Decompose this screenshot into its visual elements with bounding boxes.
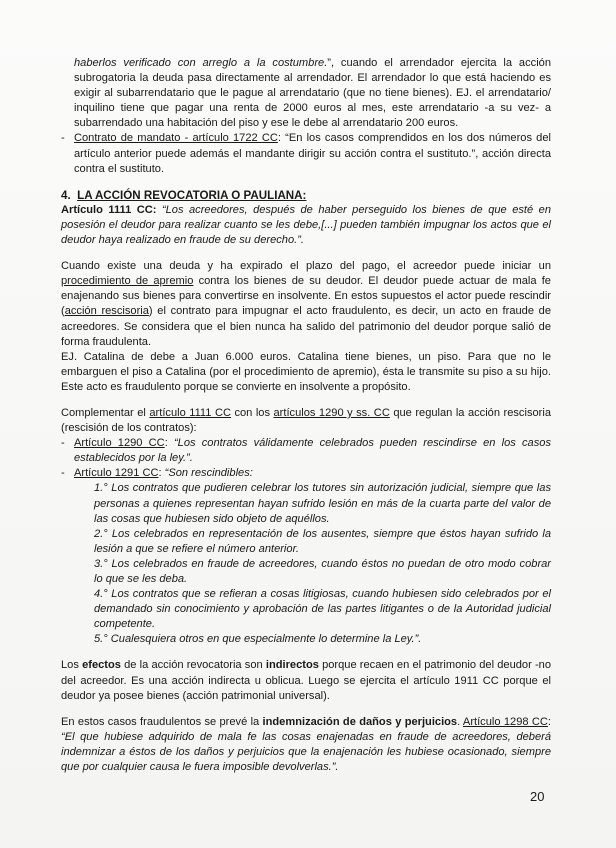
rescindible-item-1: 1.° Los contratos que pudieren celebrar los tutores sin autorización judicial, siempre que las personas a quienes representan hayan sufrido lesión en más de la cuarta parte del valor de las cosas que hubiesen sido objeto de aquéllos.: [94, 482, 551, 525]
mandato-reference: Contrato de mandato - artículo 1722 CC: [74, 132, 278, 145]
paragraph-example: EJ. Catalina de debe a Juan 6.000 euros. Catalina tiene bienes, un piso. Para que no le embarguen el piso a Catalina (por el procedimiento de apremio), ésta le transmite su piso a su hijo. Este acto es fraudulento porque se convierte en insolvente a propósito.: [61, 350, 551, 393]
rescindible-item-5: 5.° Cualesquiera otros en que especialmente lo determine la Ley.”.: [94, 633, 422, 646]
list-item-mandato: - Contrato de mandato - artículo 1722 CC: “En los casos comprendidos en los dos números del artículo anterior puede además el mandante dirigir su acción contra el sustituto.”, acción directa contra el sustituto.: [61, 132, 551, 175]
rescindible-item-4: 4.° Los contratos que se refieran a cosas litigiosas, cuando hubiesen sido celebrados por el demandado sin conocimiento y aprobación de las partes litigantes o de la Autoridad judicial competente.: [94, 588, 551, 631]
rescindible-item-3: 3.° Los celebrados en fraude de acreedores, cuando éstos no puedan de otro modo cobrar lo que se les deba.: [94, 557, 551, 585]
paragraph-efectos: Los efectos de la acción revocatoria son indirectos porque recaen en el patrimonio del deudor -no del acreedor. Es una acción indirecta u oblicua. Luego se ejercita el artículo 1911 CC porque el deudor ya posee bienes (acción patrimonial universal).: [61, 659, 551, 702]
paragraph-subrogatoria: haberlos verificado con arreglo a la costumbre.”, cuando el arrendador ejercita la acción subrogatoria la deuda pasa directamente al arrendador. El arrendador lo que está haciendo es exigir al subarrendatario que le pague al arrendatario (que no tiene bienes). EJ. el arrendatario/ inquilino tiene que pagar una renta de 2000 euros al mes, este arrendatario -a su vez- a subarrendado una habitación del piso y ese le debe al arrendatario 200 euros.: [74, 57, 551, 130]
page-body: [61, 56, 551, 775]
article-1111-quote: Artículo 1111 CC: “Los acreedores, después de haber perseguido los bienes de que esté en posesión el deudor para realizar cuanto se les debe,[...] pueden también impugnar los actos que el deudor haya realizado en fraude de su derecho.”.: [61, 203, 551, 247]
rescindible-item-2: 2.° Los celebrados en representación de los ausentes, siempre que éstos hayan sufrido la lesión a que se refiere el número anterior.: [94, 527, 551, 555]
paragraph-indemnizacion: En estos casos fraudulentos se prevé la indemnización de daños y perjuicios. Artículo 1298 CC: “El que hubiese adquirido de mala fe las cosas enajenadas en fraude de acreedores, deberá indemnizar a éstos de los daños y perjuicios que la enajenación les hubiese ocasionado, siempre que por cualquier causa le fuera imposible devolverlas.”.: [61, 715, 551, 774]
list-item-art1290: - Artículo 1290 CC: “Los contratos válidamente celebrados pueden rescindirse en los casos establecidos por la ley.”.: [61, 437, 551, 465]
section-heading: 4. LA ACCIÓN REVOCATORIA O PAULIANA:: [61, 188, 307, 202]
page-number: 20: [530, 789, 545, 804]
paragraph-deuda: Cuando existe una deuda y ha expirado el plazo del pago, el acreedor puede iniciar un procedimiento de apremio contra los bienes de su deudor. El deudor puede actuar de mala fe enajenando sus bienes para convertirse en insolvente. En estos supuestos el actor puede rescindir (acción rescisoria) el contrato para impugnar el acto fraudulento, es decir, un acto en fraude de acreedores. Se considera que el bien nunca ha salido del patrimonio del deudor porque salió de forma fraudulenta.: [61, 260, 552, 348]
list-item-art1291: - Artículo 1291 CC: “Son rescindibles:: [61, 467, 253, 480]
paragraph-complementar: Complementar el artículo 1111 CC con los artículos 1290 y ss. CC que regulan la acción rescisoria (rescisión de los contratos):: [61, 406, 551, 435]
